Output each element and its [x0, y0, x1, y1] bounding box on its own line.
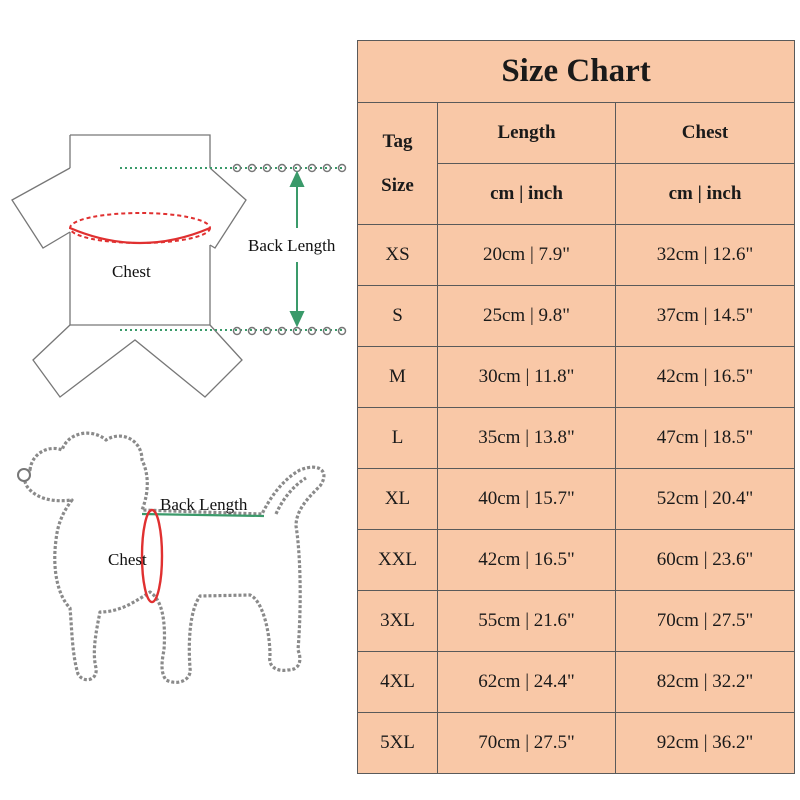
length-cell: 25cm | 9.8"	[438, 286, 616, 347]
size-chart-table	[357, 40, 795, 774]
table-row	[358, 713, 795, 774]
chart-title: Size Chart	[358, 41, 795, 103]
length-cell: 30cm | 11.8"	[438, 347, 616, 408]
chest-cell: 32cm | 12.6"	[616, 225, 795, 286]
dog-back-length-label: Back Length	[160, 495, 248, 514]
size-cell: 5XL	[358, 713, 438, 774]
size-cell: L	[358, 408, 438, 469]
chest-cell: 52cm | 20.4"	[616, 469, 795, 530]
tag-header-line2: Size	[381, 174, 414, 196]
chest-cell: 42cm | 16.5"	[616, 347, 795, 408]
dog-diagram	[25, 433, 324, 682]
length-cell: 70cm | 27.5"	[438, 713, 616, 774]
chest-cell: 47cm | 18.5"	[616, 408, 795, 469]
size-cell: XS	[358, 225, 438, 286]
table-row	[358, 652, 795, 713]
chest-cell: 82cm | 32.2"	[616, 652, 795, 713]
shirt-back-length-label: Back Length	[248, 236, 336, 255]
dog-chest-label: Chest	[108, 550, 147, 569]
table-row	[358, 408, 795, 469]
chest-cell: 92cm | 36.2"	[616, 713, 795, 774]
measurement-illustration	[0, 0, 360, 800]
shirt-chest-marker	[70, 213, 210, 243]
table-row	[358, 591, 795, 652]
chest-units-header: cm | inch	[616, 164, 795, 225]
length-cell: 20cm | 7.9"	[438, 225, 616, 286]
size-cell: 4XL	[358, 652, 438, 713]
length-units-header: cm | inch	[438, 164, 616, 225]
length-cell: 40cm | 15.7"	[438, 469, 616, 530]
table-row	[358, 286, 795, 347]
table-row	[358, 469, 795, 530]
length-cell: 42cm | 16.5"	[438, 530, 616, 591]
shirt-chest-front	[70, 228, 210, 243]
length-header: Length	[438, 103, 616, 164]
size-cell: S	[358, 286, 438, 347]
table-row	[358, 347, 795, 408]
length-cell: 62cm | 24.4"	[438, 652, 616, 713]
size-cell: M	[358, 347, 438, 408]
tag-size-header	[358, 103, 438, 225]
length-cell: 35cm | 13.8"	[438, 408, 616, 469]
size-cell: XL	[358, 469, 438, 530]
tag-header-line1: Tag	[382, 130, 413, 152]
chest-cell: 37cm | 14.5"	[616, 286, 795, 347]
table-row	[358, 530, 795, 591]
chest-cell: 70cm | 27.5"	[616, 591, 795, 652]
size-cell: 3XL	[358, 591, 438, 652]
table-row	[358, 225, 795, 286]
chest-header: Chest	[616, 103, 795, 164]
size-cell: XXL	[358, 530, 438, 591]
length-cell: 55cm | 21.6"	[438, 591, 616, 652]
shirt-chest-label: Chest	[112, 262, 151, 281]
dog-nose-icon	[18, 469, 30, 481]
chest-cell: 60cm | 23.6"	[616, 530, 795, 591]
